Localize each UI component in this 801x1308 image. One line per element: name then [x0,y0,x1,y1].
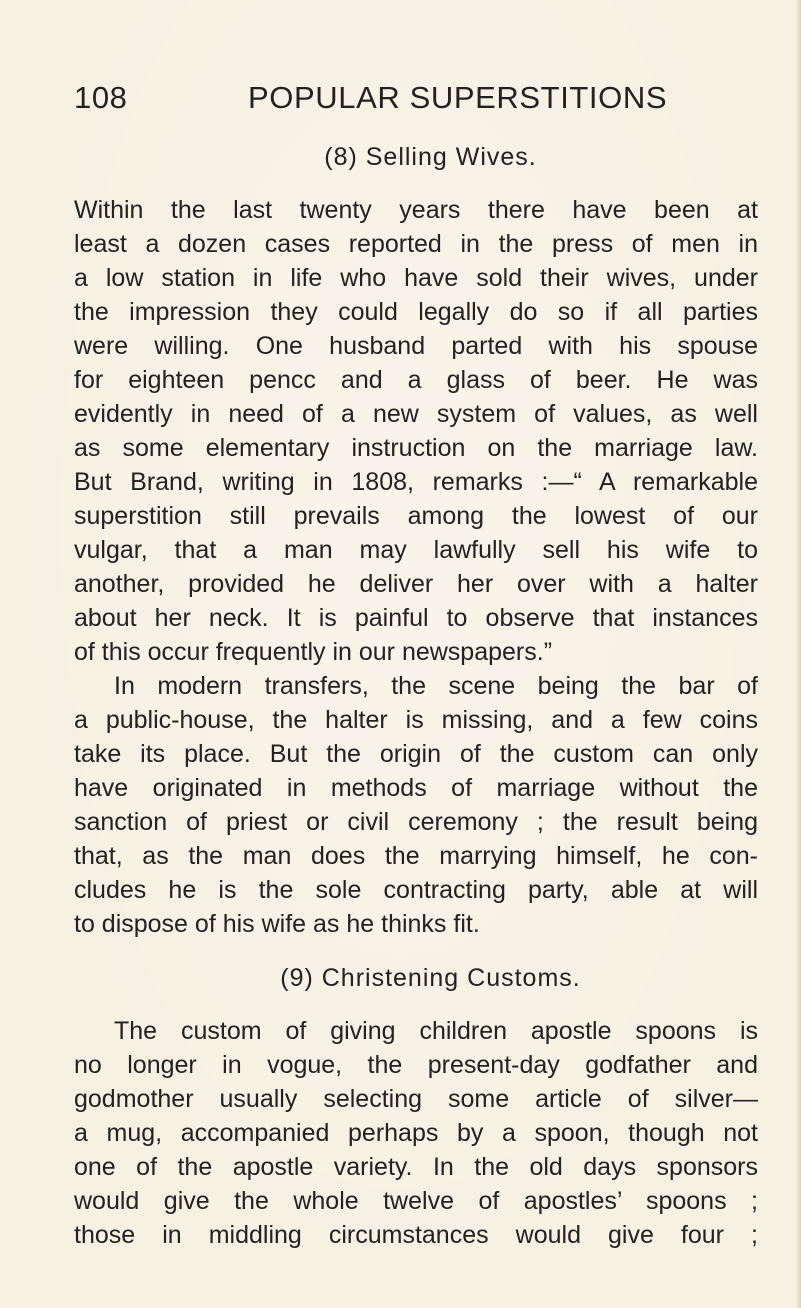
paragraph-line: the impression they could legally do so if all parties [74,298,758,326]
paragraph-line: would give the whole twelve of apostles’ spoons ; [74,1187,758,1215]
running-title: POPULAR SUPERSTITIONS [248,80,668,115]
paragraph-line: godmother usually selecting some article of silver— [74,1085,758,1113]
paragraph-line: a low station in life who have sold their wives, under [74,264,758,292]
section-heading-christening-customs: (9) Christening Customs. [280,964,581,992]
paragraph-line: no longer in vogue, the present-day godfather and [74,1051,758,1079]
paragraph-line: of this occur frequently in our newspapers.” [74,638,553,666]
paragraph-line: superstition still prevails among the lowest of our [74,502,758,530]
paragraph-line: one of the apostle variety. In the old days sponsors [74,1153,758,1181]
paragraph-line: for eighteen pencc and a glass of beer. He was [74,366,758,394]
paragraph-line: that, as the man does the marrying himself, he con- [74,842,758,870]
paragraph-line: those in middling circumstances would give four ; [74,1221,758,1249]
paragraph-line: take its place. But the origin of the custom can only [74,740,758,768]
paragraph-line: But Brand, writing in 1808, remarks :—“ A remarkable [74,468,758,496]
paragraph-line: to dispose of his wife as he thinks fit. [74,910,480,938]
paragraph-line: least a dozen cases reported in the press of men in [74,230,758,258]
paragraph-line: have originated in methods of marriage without the [74,774,758,802]
page-number: 108 [74,80,128,115]
paragraph-line: another, provided he deliver her over with a halter [74,570,758,598]
paragraph-line: about her neck. It is painful to observe that instances [74,604,758,632]
page-header [74,78,758,118]
paragraph-line: a public-house, the halter is missing, and a few coins [74,706,758,734]
section-heading-selling-wives: (8) Selling Wives. [324,143,537,171]
paragraph-line: were willing. One husband parted with his spouse [74,332,758,360]
paragraph-line: as some elementary instruction on the marriage law. [74,434,758,462]
paragraph-line: Within the last twenty years there have been at [74,196,758,224]
page-edge-shadow [795,0,801,1308]
paragraph-line: cludes he is the sole contracting party, able at will [74,876,758,904]
paragraph-line: vulgar, that a man may lawfully sell his wife to [74,536,758,564]
paragraph-line: evidently in need of a new system of values, as well [74,400,758,428]
paragraph-line: a mug, accompanied perhaps by a spoon, though not [74,1119,758,1147]
paragraph-line: The custom of giving children apostle spoons is [114,1017,758,1045]
paragraph-line: In modern transfers, the scene being the bar of [114,672,758,700]
paragraph-line: sanction of priest or civil ceremony ; the result being [74,808,758,836]
